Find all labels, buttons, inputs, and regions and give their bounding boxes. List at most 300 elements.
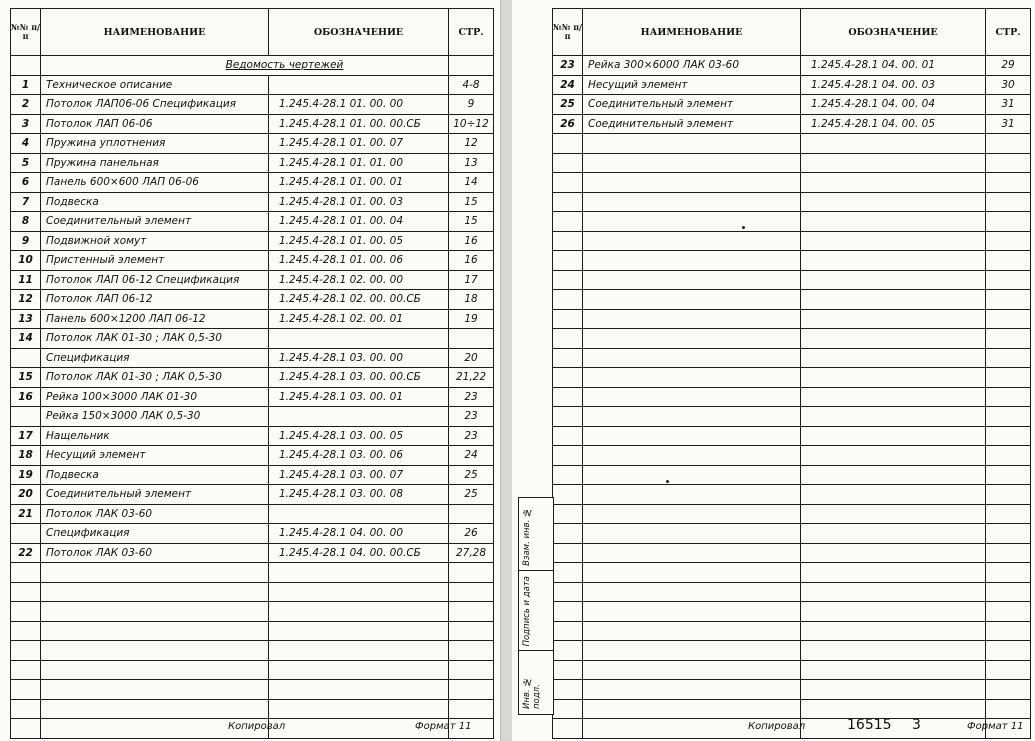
- row-num: [553, 387, 583, 407]
- row-name: Потолок ЛАК 01-30 ; ЛАК 0,5-30: [41, 329, 269, 349]
- header-page: СТР.: [986, 9, 1031, 56]
- table-row: [11, 134, 494, 154]
- row-code: [801, 719, 986, 739]
- row-num: 19: [11, 465, 41, 485]
- row-name: [583, 270, 801, 290]
- row-page: 25: [449, 485, 494, 505]
- row-page: [986, 407, 1031, 427]
- table-row: [11, 309, 494, 329]
- row-page: [986, 543, 1031, 563]
- row-num: 1: [11, 75, 41, 95]
- row-page: 23: [449, 387, 494, 407]
- row-page: [986, 602, 1031, 622]
- row-page: 24: [449, 446, 494, 466]
- row-num: 18: [11, 446, 41, 466]
- row-name: Потолок ЛАП 06-06: [41, 114, 269, 134]
- table-row: [11, 524, 494, 544]
- row-num: 16: [11, 387, 41, 407]
- table-row: [11, 387, 494, 407]
- row-num: [553, 270, 583, 290]
- row-num: [553, 465, 583, 485]
- row-page: 25: [449, 465, 494, 485]
- left-footer-format: Формат 11: [415, 721, 472, 732]
- row-num: 2: [11, 95, 41, 115]
- row-code: 1.245.4-28.1 01. 00. 00: [269, 95, 449, 115]
- side-stamp: [518, 497, 554, 715]
- empty-row: [553, 446, 1031, 466]
- row-code: [801, 621, 986, 641]
- row-code: [801, 192, 986, 212]
- row-code: [801, 446, 986, 466]
- row-num: [553, 407, 583, 427]
- row-code: 1.245.4-28.1 02. 00. 00.СБ: [269, 290, 449, 310]
- row-num: [553, 348, 583, 368]
- row-page: [986, 660, 1031, 680]
- row-page: 23: [449, 407, 494, 427]
- empty-row: [553, 212, 1031, 232]
- row-code: 1.245.4-28.1 01. 00. 04: [269, 212, 449, 232]
- table-row: [11, 231, 494, 251]
- row-page: [449, 602, 494, 622]
- table-row: [11, 290, 494, 310]
- row-num: 22: [11, 543, 41, 563]
- row-num: 24: [553, 75, 583, 95]
- row-name: Пружина панельная: [41, 153, 269, 173]
- right-footer-copied: Копировал: [748, 721, 806, 732]
- row-name: [583, 368, 801, 388]
- row-page: [986, 621, 1031, 641]
- row-name: Несущий элемент: [583, 75, 801, 95]
- row-num: [553, 485, 583, 505]
- row-page: [449, 582, 494, 602]
- row-page: 27,28: [449, 543, 494, 563]
- row-num: 23: [553, 56, 583, 76]
- empty-row: [553, 348, 1031, 368]
- row-code: 1.245.4-28.1 01. 00. 06: [269, 251, 449, 271]
- row-code: [269, 680, 449, 700]
- right-page: [512, 0, 1035, 741]
- empty-row: [553, 329, 1031, 349]
- row-page: 18: [449, 290, 494, 310]
- row-name: Панель 600×600 ЛАП 06-06: [41, 173, 269, 193]
- row-code: 1.245.4-28.1 01. 01. 00: [269, 153, 449, 173]
- row-num: 17: [11, 426, 41, 446]
- row-code: 1.245.4-28.1 01. 00. 03: [269, 192, 449, 212]
- table-row: [11, 465, 494, 485]
- table-row: [11, 153, 494, 173]
- table-row: [11, 329, 494, 349]
- row-page: 13: [449, 153, 494, 173]
- row-num: 21: [11, 504, 41, 524]
- row-page: 15: [449, 192, 494, 212]
- row-code: [801, 485, 986, 505]
- row-page: [986, 153, 1031, 173]
- row-name: Соединительный элемент: [583, 95, 801, 115]
- row-name: [41, 602, 269, 622]
- row-name: [583, 212, 801, 232]
- empty-row: [553, 231, 1031, 251]
- row-page: [449, 329, 494, 349]
- row-name: [41, 680, 269, 700]
- row-code: [801, 348, 986, 368]
- row-num: [553, 426, 583, 446]
- row-name: [583, 426, 801, 446]
- row-code: 1.245.4-28.1 01. 00. 01: [269, 173, 449, 193]
- stamp-signature-date: Подпись и дата: [522, 575, 532, 646]
- table-row: [11, 173, 494, 193]
- row-code: 1.245.4-28.1 04. 00. 05: [801, 114, 986, 134]
- row-page: [449, 563, 494, 583]
- table-row: [553, 114, 1031, 134]
- row-page: [986, 192, 1031, 212]
- row-name: [583, 173, 801, 193]
- row-name: Рейка 100×3000 ЛАК 01-30: [41, 387, 269, 407]
- row-code: [269, 602, 449, 622]
- row-name: [583, 543, 801, 563]
- row-name: [583, 192, 801, 212]
- row-page: [986, 680, 1031, 700]
- row-num: [553, 309, 583, 329]
- left-drawing-register-table: [10, 8, 494, 739]
- row-page: [986, 231, 1031, 251]
- row-page: 21,22: [449, 368, 494, 388]
- table-row: [11, 212, 494, 232]
- row-page: 31: [986, 114, 1031, 134]
- row-page: 30: [986, 75, 1031, 95]
- row-num: [11, 641, 41, 661]
- table-row: [11, 56, 494, 76]
- row-num: [553, 134, 583, 154]
- row-code: [801, 504, 986, 524]
- row-name: [583, 290, 801, 310]
- empty-row: [553, 368, 1031, 388]
- row-name: Соединительный элемент: [583, 114, 801, 134]
- right-drawing-register-table: [552, 8, 1031, 739]
- row-code: [801, 699, 986, 719]
- row-code: [801, 582, 986, 602]
- row-page: 20: [449, 348, 494, 368]
- empty-row: [553, 426, 1031, 446]
- row-code: 1.245.4-28.1 04. 00. 00.СБ: [269, 543, 449, 563]
- empty-row: [553, 504, 1031, 524]
- row-name: [583, 134, 801, 154]
- row-code: [801, 543, 986, 563]
- row-num: [553, 621, 583, 641]
- row-code: 1.245.4-28.1 03. 00. 07: [269, 465, 449, 485]
- row-page: 14: [449, 173, 494, 193]
- row-code: [801, 641, 986, 661]
- row-page: 23: [449, 426, 494, 446]
- table-row: [11, 348, 494, 368]
- row-num: [11, 407, 41, 427]
- row-num: [553, 543, 583, 563]
- row-code: [269, 407, 449, 427]
- row-num: 14: [11, 329, 41, 349]
- row-code: 1.245.4-28.1 03. 00. 08: [269, 485, 449, 505]
- row-page: [986, 212, 1031, 232]
- row-num: [553, 329, 583, 349]
- table-row: [11, 95, 494, 115]
- row-name: [583, 446, 801, 466]
- row-code: [269, 621, 449, 641]
- row-code: [801, 329, 986, 349]
- row-num: [553, 680, 583, 700]
- row-name: Потолок ЛАП 06-12 Спецификация: [41, 270, 269, 290]
- empty-row: [11, 699, 494, 719]
- row-num: 8: [11, 212, 41, 232]
- table-row: [11, 485, 494, 505]
- row-name: [583, 504, 801, 524]
- table-row: [553, 75, 1031, 95]
- row-page: [449, 56, 494, 76]
- empty-row: [553, 582, 1031, 602]
- row-page: 4-8: [449, 75, 494, 95]
- row-page: [986, 582, 1031, 602]
- row-num: [553, 582, 583, 602]
- row-name: Потолок ЛАП06-06 Спецификация: [41, 95, 269, 115]
- row-num: 4: [11, 134, 41, 154]
- table-row: [11, 426, 494, 446]
- row-name: [41, 582, 269, 602]
- row-name: Потолок ЛАП 06-12: [41, 290, 269, 310]
- row-name: Подвеска: [41, 192, 269, 212]
- row-page: [986, 563, 1031, 583]
- row-code: [269, 329, 449, 349]
- row-name: [583, 407, 801, 427]
- row-name: Рейка 150×3000 ЛАК 0,5-30: [41, 407, 269, 427]
- table-row: [11, 504, 494, 524]
- right-footer-number: 16515: [847, 717, 892, 733]
- row-name: [41, 563, 269, 583]
- row-name: Потолок ЛАК 03-60: [41, 504, 269, 524]
- empty-row: [553, 251, 1031, 271]
- row-page: 12: [449, 134, 494, 154]
- row-page: 31: [986, 95, 1031, 115]
- header-name: НАИМЕНОВАНИЕ: [41, 9, 269, 56]
- header-num: №№ п/п: [11, 9, 41, 56]
- row-page: 16: [449, 251, 494, 271]
- row-num: [553, 251, 583, 271]
- row-name: [583, 641, 801, 661]
- table-row: [11, 368, 494, 388]
- row-page: [986, 173, 1031, 193]
- row-num: [553, 641, 583, 661]
- row-num: [553, 192, 583, 212]
- row-name: [583, 153, 801, 173]
- row-code: 1.245.4-28.1 03. 00. 00.СБ: [269, 368, 449, 388]
- header-page: СТР.: [449, 9, 494, 56]
- table-row: [11, 270, 494, 290]
- row-code: 1.245.4-28.1 04. 00. 00: [269, 524, 449, 544]
- header-code: ОБОЗНАЧЕНИЕ: [801, 9, 986, 56]
- row-code: 1.245.4-28.1 04. 00. 01: [801, 56, 986, 76]
- row-name: [583, 524, 801, 544]
- row-num: [11, 563, 41, 583]
- row-code: [801, 134, 986, 154]
- empty-row: [553, 134, 1031, 154]
- empty-row: [11, 563, 494, 583]
- row-page: 10÷12: [449, 114, 494, 134]
- row-name: Пристенный элемент: [41, 251, 269, 271]
- row-num: [553, 660, 583, 680]
- row-num: 26: [553, 114, 583, 134]
- row-code: 1.245.4-28.1 03. 00. 00: [269, 348, 449, 368]
- row-page: [449, 621, 494, 641]
- row-code: [801, 563, 986, 583]
- row-name: [41, 621, 269, 641]
- table-row: [553, 56, 1031, 76]
- row-num: 15: [11, 368, 41, 388]
- row-page: [986, 485, 1031, 505]
- row-page: [986, 270, 1031, 290]
- row-num: [553, 446, 583, 466]
- row-num: [553, 602, 583, 622]
- row-code: 1.245.4-28.1 03. 00. 06: [269, 446, 449, 466]
- row-page: 19: [449, 309, 494, 329]
- row-num: 9: [11, 231, 41, 251]
- row-code: [801, 465, 986, 485]
- row-num: [11, 582, 41, 602]
- row-code: [269, 75, 449, 95]
- row-name: [41, 641, 269, 661]
- row-page: 9: [449, 95, 494, 115]
- row-num: [11, 621, 41, 641]
- empty-row: [11, 660, 494, 680]
- row-name: Потолок ЛАК 01-30 ; ЛАК 0,5-30: [41, 368, 269, 388]
- header-num: №№ п/п: [553, 9, 583, 56]
- row-name: [583, 660, 801, 680]
- row-page: [986, 290, 1031, 310]
- row-name: Техническое описание: [41, 75, 269, 95]
- row-name: [583, 680, 801, 700]
- row-code: [801, 212, 986, 232]
- row-name: Соединительный элемент: [41, 485, 269, 505]
- row-name: [41, 660, 269, 680]
- row-page: [449, 680, 494, 700]
- row-name: [583, 602, 801, 622]
- row-num: [11, 719, 41, 739]
- table-row: [11, 251, 494, 271]
- row-num: [553, 524, 583, 544]
- row-code: 1.245.4-28.1 02. 00. 00: [269, 270, 449, 290]
- row-num: 7: [11, 192, 41, 212]
- row-name: Спецификация: [41, 348, 269, 368]
- row-page: [986, 251, 1031, 271]
- row-code: [269, 504, 449, 524]
- row-num: 20: [11, 485, 41, 505]
- row-name: Рейка 300×6000 ЛАК 03-60: [583, 56, 801, 76]
- row-page: [986, 134, 1031, 154]
- empty-row: [11, 621, 494, 641]
- header-name: НАИМЕНОВАНИЕ: [583, 9, 801, 56]
- row-page: [986, 446, 1031, 466]
- table-row: [11, 446, 494, 466]
- left-footer-copied: Копировал: [228, 721, 286, 732]
- row-num: 11: [11, 270, 41, 290]
- row-code: 1.245.4-28.1 03. 00. 01: [269, 387, 449, 407]
- row-name: [583, 485, 801, 505]
- empty-row: [553, 680, 1031, 700]
- row-code: 1.245.4-28.1 03. 00. 05: [269, 426, 449, 446]
- row-code: [801, 660, 986, 680]
- row-num: [11, 348, 41, 368]
- row-name: Подвеска: [41, 465, 269, 485]
- row-name: [583, 231, 801, 251]
- row-page: [986, 504, 1031, 524]
- empty-row: [553, 192, 1031, 212]
- row-num: [11, 680, 41, 700]
- row-num: 13: [11, 309, 41, 329]
- row-code: 1.245.4-28.1 04. 00. 04: [801, 95, 986, 115]
- empty-row: [553, 699, 1031, 719]
- empty-row: [11, 641, 494, 661]
- row-name: Подвижной хомут: [41, 231, 269, 251]
- row-name: [583, 387, 801, 407]
- row-page: [986, 368, 1031, 388]
- row-name: [583, 621, 801, 641]
- empty-row: [11, 602, 494, 622]
- empty-row: [553, 621, 1031, 641]
- row-code: 1.245.4-28.1 01. 00. 07: [269, 134, 449, 154]
- row-code: [269, 563, 449, 583]
- row-code: [801, 426, 986, 446]
- row-code: [801, 602, 986, 622]
- row-page: [986, 309, 1031, 329]
- row-code: [801, 270, 986, 290]
- row-code: [801, 290, 986, 310]
- table-row: [11, 543, 494, 563]
- row-num: [553, 368, 583, 388]
- table-row: [11, 114, 494, 134]
- row-code: 1.245.4-28.1 02. 00. 01: [269, 309, 449, 329]
- row-name: [41, 699, 269, 719]
- row-page: [449, 504, 494, 524]
- row-num: [553, 231, 583, 251]
- row-name: Панель 600×1200 ЛАП 06-12: [41, 309, 269, 329]
- row-num: 10: [11, 251, 41, 271]
- row-page: [986, 465, 1031, 485]
- row-page: [986, 348, 1031, 368]
- row-num: [553, 719, 583, 739]
- row-code: [801, 173, 986, 193]
- row-num: [11, 56, 41, 76]
- empty-row: [553, 309, 1031, 329]
- empty-row: [11, 680, 494, 700]
- table-row: [553, 95, 1031, 115]
- empty-row: [553, 270, 1031, 290]
- row-page: 26: [449, 524, 494, 544]
- left-page: [0, 0, 500, 741]
- empty-row: [553, 290, 1031, 310]
- row-code: [801, 407, 986, 427]
- row-num: [11, 699, 41, 719]
- row-num: 5: [11, 153, 41, 173]
- row-code: 1.245.4-28.1 01. 00. 00.СБ: [269, 114, 449, 134]
- row-code: 1.245.4-28.1 01. 00. 05: [269, 231, 449, 251]
- row-code: [801, 680, 986, 700]
- row-num: 12: [11, 290, 41, 310]
- row-name: [583, 329, 801, 349]
- row-page: [986, 699, 1031, 719]
- register-title: Ведомость чертежей: [41, 56, 449, 76]
- row-name: [583, 348, 801, 368]
- row-page: 15: [449, 212, 494, 232]
- row-num: [11, 524, 41, 544]
- row-code: [269, 660, 449, 680]
- empty-row: [553, 602, 1031, 622]
- row-code: [801, 309, 986, 329]
- row-num: [553, 504, 583, 524]
